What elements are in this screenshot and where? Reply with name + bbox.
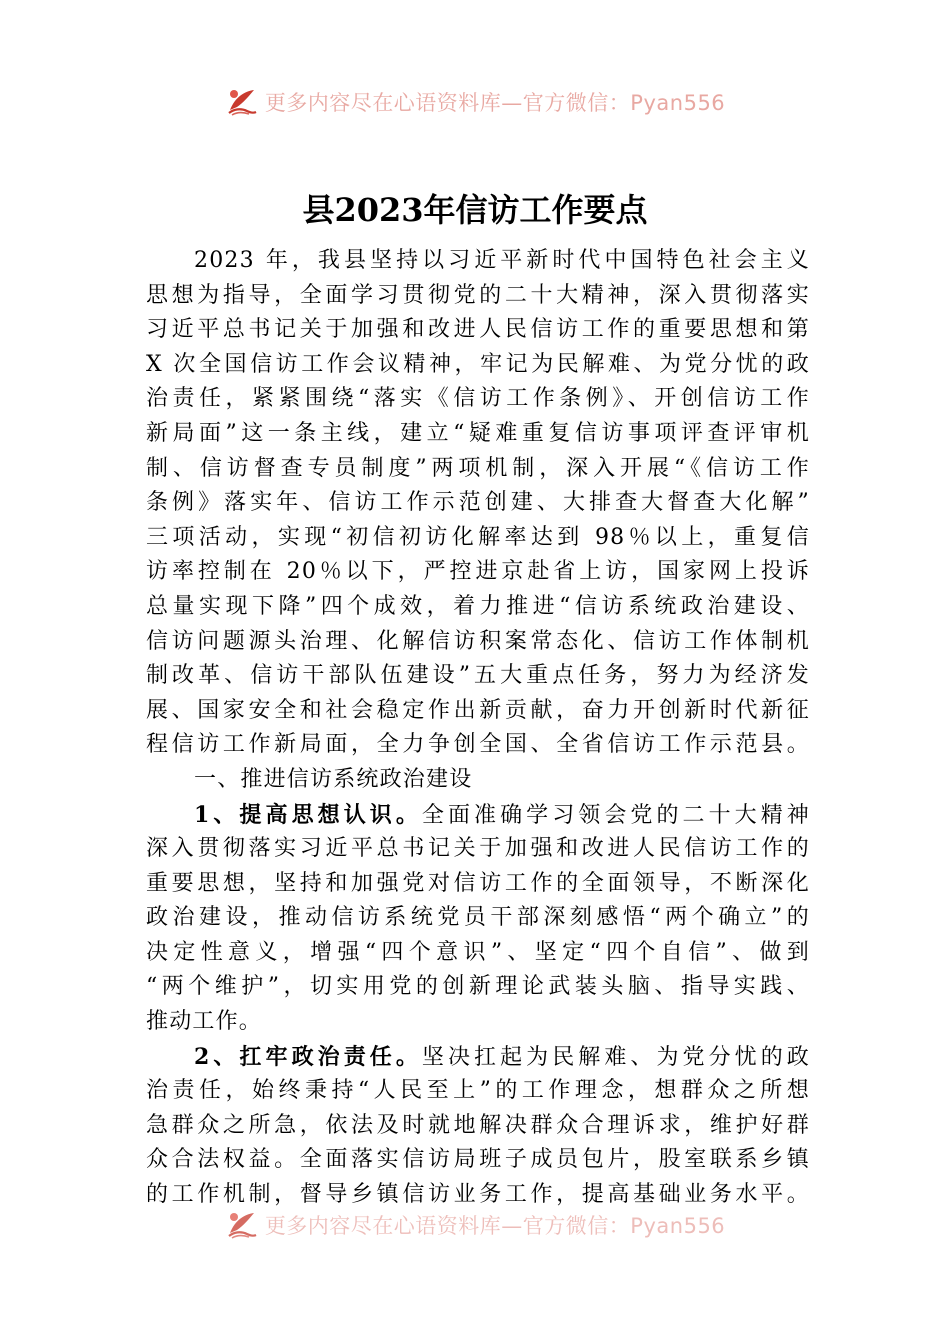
document-title: 县2023年信访工作要点 — [302, 191, 648, 229]
book-pen-logo-icon — [225, 85, 259, 119]
text-line — [146, 970, 810, 1005]
line-text: 制、信访督查专员制度”两项机制，深入开展“《信访工作 — [146, 455, 810, 481]
text-line — [146, 1143, 810, 1178]
line-text: 访率控制在 20％以下，严控进京赴省上访，国家网上投诉 — [146, 559, 810, 585]
text-line — [146, 798, 810, 833]
text-line — [146, 555, 810, 590]
text-line — [146, 1074, 810, 1109]
line-text: 制改革、信访干部队伍建设”五大重点任务，努力为经济发 — [146, 663, 810, 689]
line-text: 总量实现下降”四个成效，着力推进“信访系统政治建设、 — [146, 593, 810, 619]
text-line — [146, 625, 810, 660]
text-line — [146, 279, 810, 314]
line-text: X 次全国信访工作会议精神，牢记为民解难、为党分忧的政 — [146, 351, 810, 377]
line-text: 全面准确学习领会党的二十大精神 — [421, 802, 810, 828]
watermark-header — [0, 82, 950, 122]
text-line — [146, 521, 810, 556]
line-text: 治责任，紧紧围绕“落实《信访工作条例》、开创信访工作 — [146, 386, 810, 412]
line-text: 思想为指导，全面学习贯彻党的二十大精神，深入贯彻落实 — [146, 282, 810, 308]
line-text: 展、国家安全和社会稳定作出新贡献，奋力开创新时代新征 — [146, 697, 810, 723]
text-line — [146, 659, 810, 694]
text-line — [146, 867, 810, 902]
line-text: 三项活动，实现“初信初访化解率达到 98％以上，重复信 — [146, 524, 810, 550]
line-text: 政治建设，推动信访系统党员干部深刻感悟“两个确立”的 — [146, 905, 810, 931]
line-text: 深入贯彻落实习近平总书记关于加强和改进人民信访工作的 — [146, 836, 810, 862]
text-line — [146, 452, 810, 487]
line-text: 决定性意义，增强“四个意识”、坚定“四个自信”、做到 — [146, 939, 810, 965]
text-line — [146, 590, 810, 625]
line-text: 2023 年，我县坚持以习近平新时代中国特色社会主义 — [194, 248, 810, 273]
text-line — [146, 763, 810, 798]
text-line — [146, 901, 810, 936]
line-text: 众合法权益。全面落实信访局班子成员包片，股室联系乡镇 — [146, 1147, 810, 1173]
line-text: 重要思想，坚持和加强党对信访工作的全面领导，不断深化 — [146, 870, 810, 896]
text-line — [146, 728, 810, 763]
text-line — [146, 348, 810, 383]
text-line — [146, 313, 810, 348]
text-line — [146, 1109, 810, 1144]
line-text: 信访问题源头治理、化解信访积案常态化、信访工作体制机 — [146, 628, 810, 654]
watermark-text: 更多内容尽在心语资料库—官方微信：Pyan556 — [264, 91, 726, 115]
text-line — [146, 694, 810, 729]
line-text: 急群众之所急，依法及时就地解决群众合理诉求，维护好群 — [146, 1112, 810, 1138]
line-text: 一、推进信访系统政治建设 — [194, 766, 473, 792]
text-line — [146, 1005, 810, 1040]
line-text: 坚决扛起为民解难、为党分忧的政 — [421, 1044, 810, 1070]
line-text: 推动工作。 — [146, 1009, 263, 1035]
watermark-footer — [0, 1205, 950, 1245]
text-line — [146, 382, 810, 417]
book-pen-logo-icon — [225, 1208, 259, 1242]
line-text: “两个维护”，切实用党的创新理论武装头脑、指导实践、 — [146, 974, 810, 1000]
line-text: 习近平总书记关于加强和改进人民信访工作的重要思想和第 — [146, 317, 810, 343]
text-line — [146, 486, 810, 521]
document-body — [146, 244, 810, 1213]
item-heading: 2、扛牢政治责任。 — [194, 1043, 422, 1070]
item-heading: 1、提高思想认识。 — [194, 801, 422, 828]
line-text: 治责任，始终秉持“人民至上”的工作理念，想群众之所想 — [146, 1078, 810, 1104]
line-text: 的工作机制，督导乡镇信访业务工作，提高基础业务水平。 — [146, 1182, 810, 1208]
text-line — [146, 936, 810, 971]
watermark-text: 更多内容尽在心语资料库—官方微信：Pyan556 — [264, 1214, 726, 1238]
line-text: 条例》落实年、信访工作示范创建、大排查大督查大化解” — [146, 490, 810, 516]
line-text: 新局面”这一条主线，建立“疑难重复信访事项评查评审机 — [146, 420, 810, 446]
text-line — [146, 244, 810, 279]
text-line — [146, 417, 810, 452]
line-text: 程信访工作新局面，全力争创全国、全省信访工作示范县。 — [146, 732, 810, 758]
text-line — [146, 1040, 810, 1075]
text-line — [146, 832, 810, 867]
